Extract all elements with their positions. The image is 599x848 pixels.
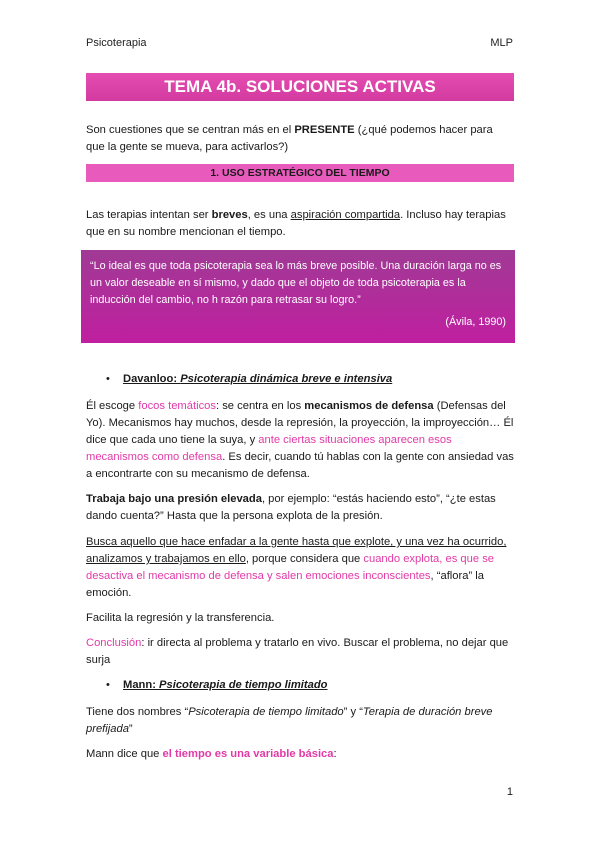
page-number: 1 xyxy=(506,786,513,798)
paragraph-pressure: Trabaja bajo una presión elevada, por ejemplo: “estás haciendo esto”, “¿te estas dando cuenta?” Hasta que la persona explota de la presión. xyxy=(86,493,496,522)
header-right: MLP xyxy=(490,37,513,49)
header-left: Psicoterapia xyxy=(86,37,147,49)
section-heading: 1. USO ESTRATÉGICO DEL TIEMPO xyxy=(86,164,514,182)
bullet-davanloo: Davanloo: Psicoterapia dinámica breve e intensiva xyxy=(123,373,393,385)
paragraph-conclusion: Conclusión: ir directa al problema y tratarlo en vivo. Buscar el problema, no dejar que surja xyxy=(86,637,509,666)
quote-box xyxy=(81,250,515,343)
paragraph-regression: Facilita la regresión y la transferencia. xyxy=(86,612,275,624)
paragraph-brief-therapies: Las terapias intentan ser breves, es una aspiración compartida. Incluso hay terapias que en su nombre mencionan el tiempo. xyxy=(86,209,506,238)
quote-source: (Ávila, 1990) xyxy=(445,316,506,328)
paragraph-mann-time: Mann dice que el tiempo es una variable básica: xyxy=(86,748,337,760)
bullet-icon: • xyxy=(106,373,110,385)
quote-text: “Lo ideal es que toda psicoterapia sea lo más breve posible. Una duración larga no es un valor deseable en sí mismo, y dado que el objeto de toda psicoterapia es la inducción del cambio, no h razón para retrasar su logro.” xyxy=(90,260,502,306)
bullet-mann: Mann: Psicoterapia de tiempo limitado xyxy=(123,679,328,691)
bullet-icon: • xyxy=(106,679,110,691)
page-title: TEMA 4b. SOLUCIONES ACTIVAS xyxy=(86,73,514,101)
paragraph-mann-names: Tiene dos nombres “Psicoterapia de tiempo limitado” y “Terapia de duración breve prefijada” xyxy=(86,706,493,735)
paragraph-explode: Busca aquello que hace enfadar a la gente hasta que explote, y una vez ha ocurrido, analizamos y trabajamos en ello, porque considera que cuando explota, es que se desactiva el mecanismo de defensa y salen emociones inconscientes, “aflora” la emoción. xyxy=(86,536,507,599)
paragraph-davanloo-focus: Él escoge focos temáticos: se centra en los mecanismos de defensa (Defensas del Yo). Mecanismos hay muchos, desde la represión, la proyección, la improyección… Él dice que cada uno tiene la suya, y ante ciertas situaciones aparecen esos mecanismos como defensa. Es decir, cuando tú hablas con la gente con ansiedad vas a encontrarte con su mecanismo de defensa. xyxy=(86,400,514,480)
intro-paragraph: Son cuestiones que se centran más en el PRESENTE (¿qué podemos hacer para que la gente se mueva, para activarlos?) xyxy=(86,124,493,153)
